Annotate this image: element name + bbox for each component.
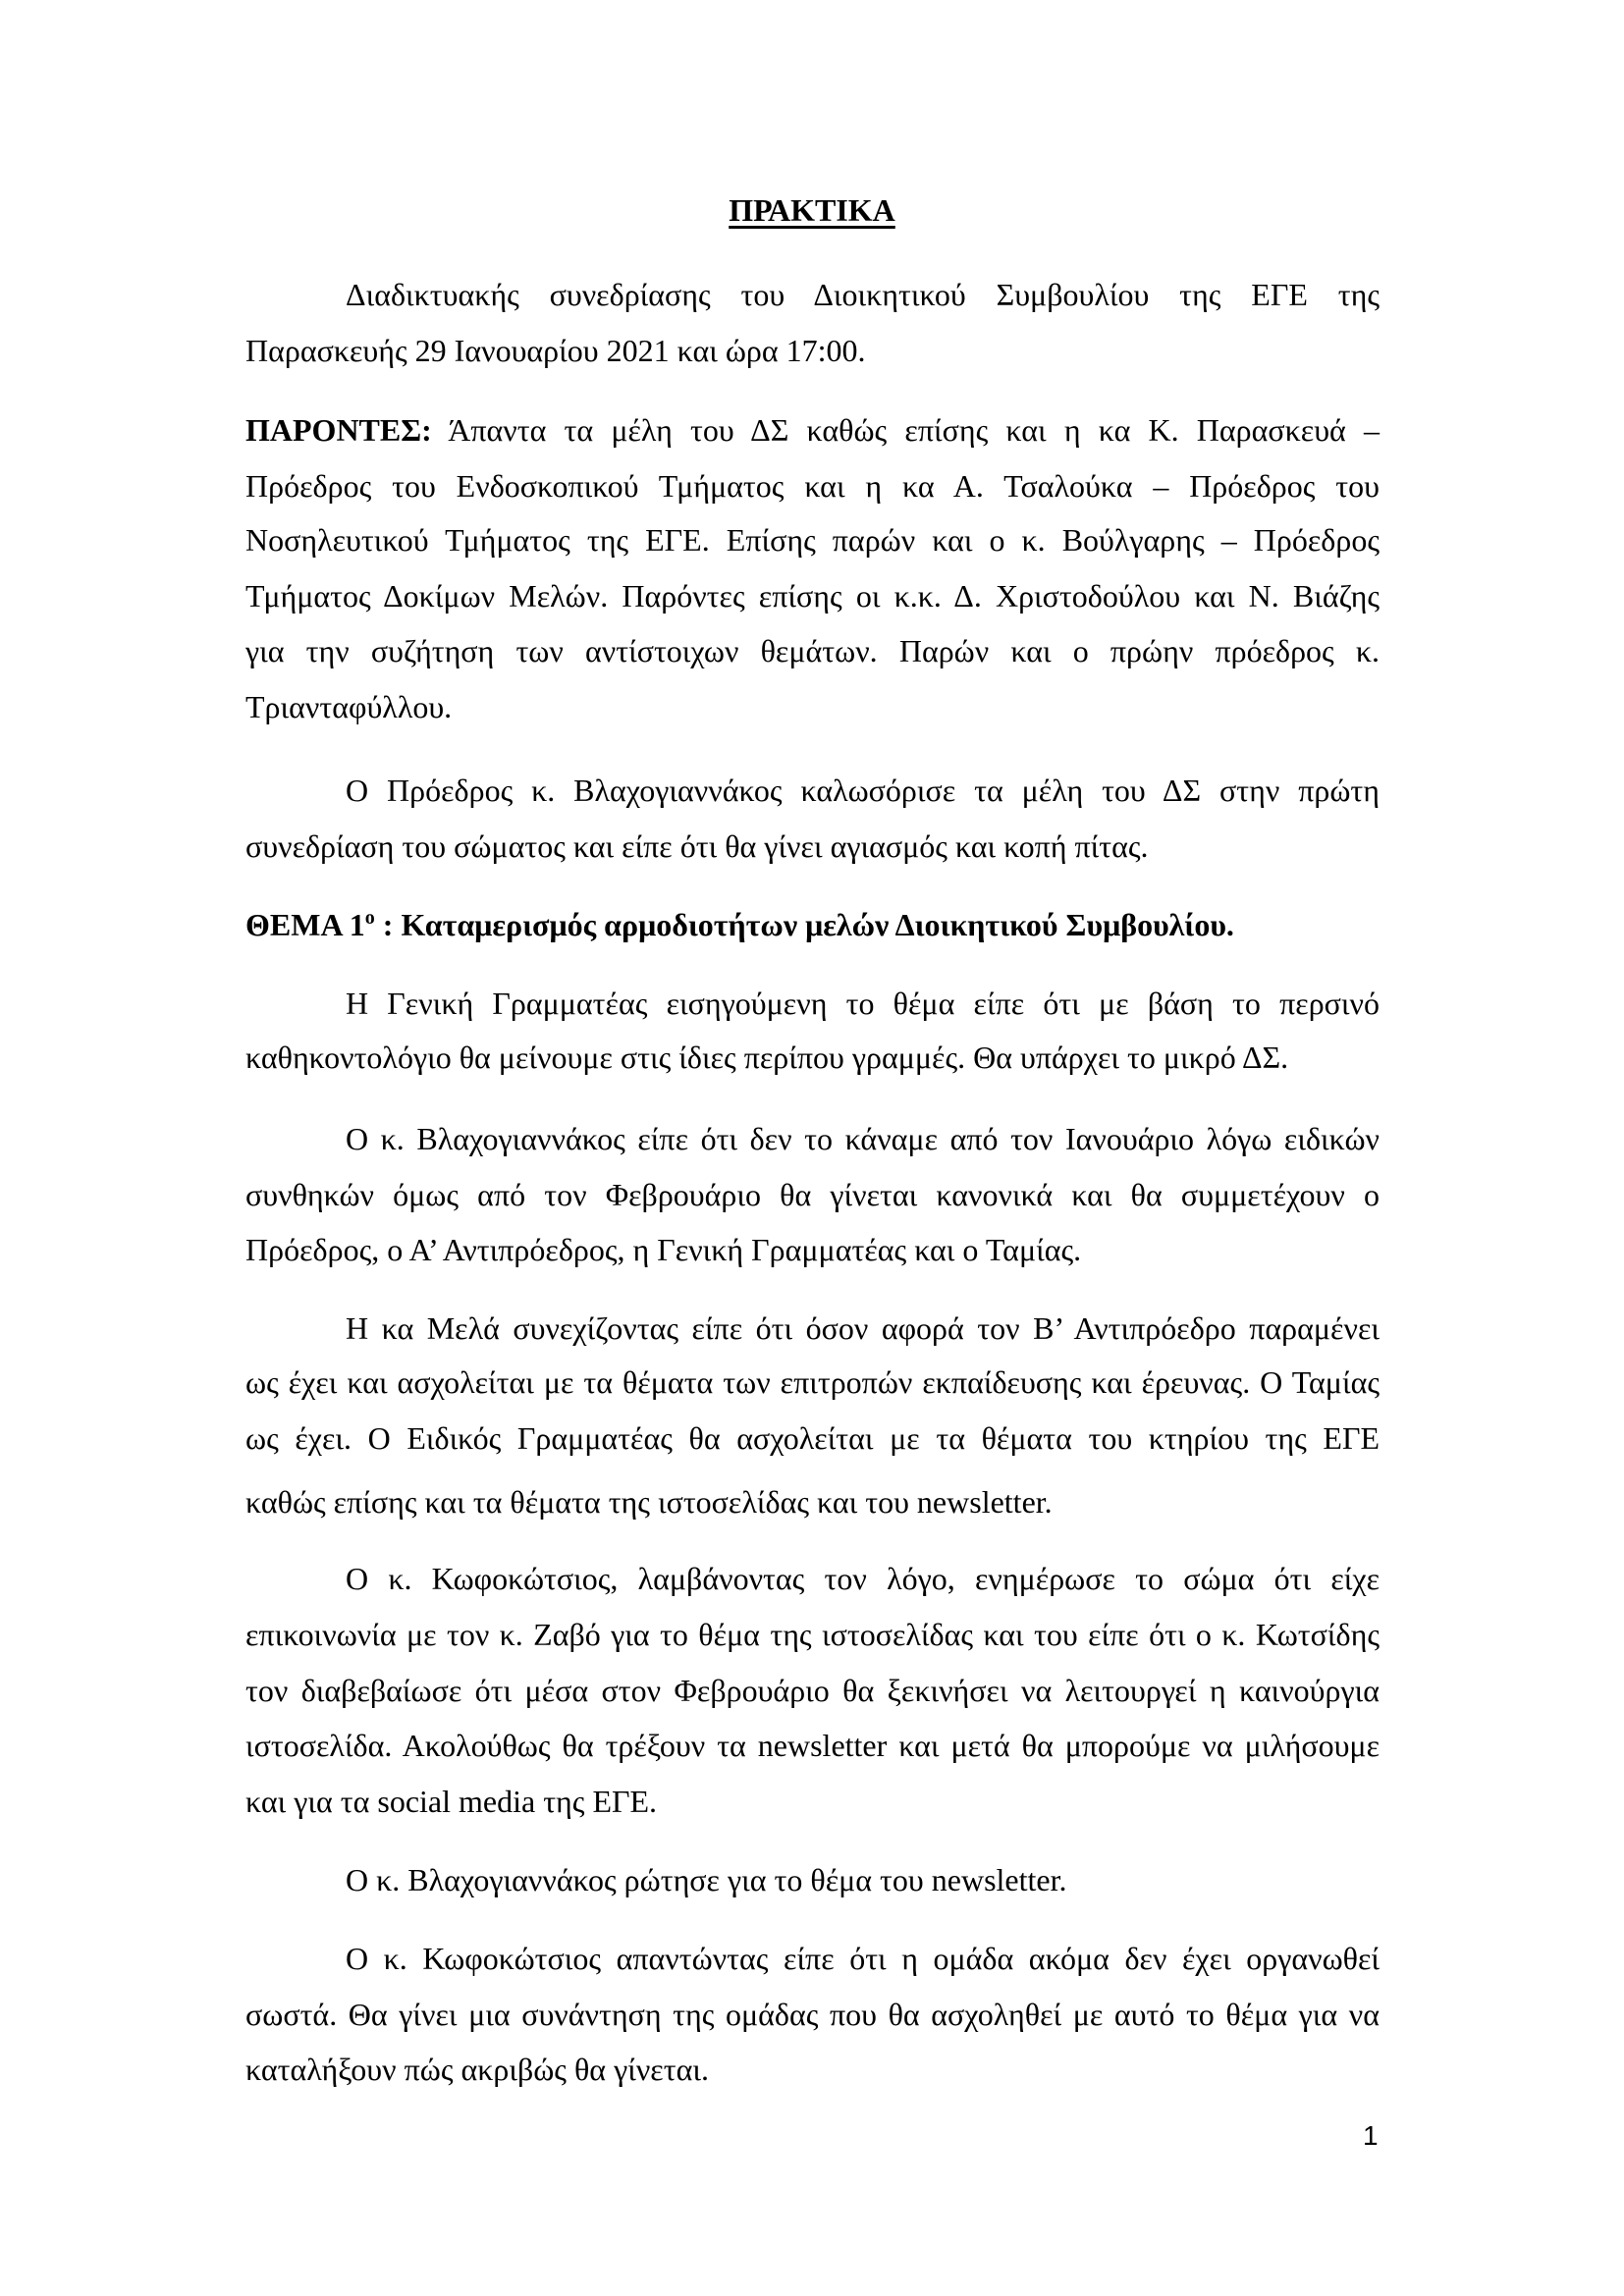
page-number: 1 bbox=[1363, 2120, 1379, 2151]
topic-1-prefix: ΘΕΜΑ 1 bbox=[245, 907, 365, 942]
kofokotsios-2-line-1: Ο κ. Κωφοκώτσιος απαντώντας είπε ότι η ομάδα ακόμα δεν έχει οργανωθεί bbox=[346, 1941, 1380, 1976]
attendees-line-4: Τμήματος Δοκίμων Μελών. Παρόντες επίσης οι κ.κ. Δ. Χριστοδούλου και Ν. Βιάζης bbox=[245, 578, 1380, 614]
welcome-line-1: Ο Πρόεδρος κ. Βλαχογιαννάκος καλωσόρισε τα μέλη του ΔΣ στην πρώτη bbox=[346, 773, 1380, 808]
general-secretary-line-1: Η Γενική Γραμματέας εισηγούμενη το θέμα είπε ότι με βάση το περσινό bbox=[346, 986, 1380, 1021]
page-title bbox=[0, 192, 1624, 229]
title-text: ΠΡΑΚΤΙΚΑ bbox=[729, 192, 895, 228]
attendees-line-1 bbox=[245, 410, 1380, 450]
mela-line-2: ως έχει και ασχολείται με τα θέματα των επιτροπών εκπαίδευσης και έρευνας. Ο Ταμίας bbox=[245, 1364, 1380, 1400]
topic-1-heading bbox=[245, 905, 1380, 944]
vlachogiannakos-2-line-1: Ο κ. Βλαχογιαννάκος ρώτησε για το θέμα του newsletter. bbox=[346, 1862, 1067, 1897]
kofokotsios-1-line-1: Ο κ. Κωφοκώτσιος, λαμβάνοντας τον λόγο, ενημέρωσε το σώμα ότι είχε bbox=[346, 1561, 1380, 1596]
attendees-line-3: Νοσηλευτικού Τμήματος της ΕΓΕ. Επίσης παρών και ο κ. Βούλγαρης – Πρόεδρος bbox=[245, 522, 1380, 558]
attendees-label: ΠΑΡΟΝΤΕΣ: bbox=[245, 412, 432, 448]
mela-line-4: καθώς επίσης και τα θέματα της ιστοσελίδας και του newsletter. bbox=[245, 1484, 1053, 1520]
vlachogiannakos-1-line-1: Ο κ. Βλαχογιαννάκος είπε ότι δεν το κάναμε από τον Ιανουάριο λόγω ειδικών bbox=[346, 1121, 1380, 1156]
kofokotsios-1-line-2: επικοινωνία με τον κ. Ζαβό για το θέμα της ιστοσελίδας και του είπε ότι ο κ. Κωτσίδης bbox=[245, 1617, 1380, 1652]
general-secretary-line-2: καθηκοντολόγιο θα μείνουμε στις ίδιες περίπου γραμμές. Θα υπάρχει το μικρό ΔΣ. bbox=[245, 1040, 1289, 1075]
kofokotsios-1-line-4: ιστοσελίδα. Ακολούθως θα τρέξουν τα newsletter και μετά θα μπορούμε να μιλήσουμε bbox=[245, 1728, 1380, 1763]
vlachogiannakos-1-line-2: συνθηκών όμως από τον Φεβρουάριο θα γίνεται κανονικά και θα συμμετέχουν ο bbox=[245, 1177, 1380, 1212]
topic-1-superscript: ο bbox=[364, 907, 375, 929]
kofokotsios-2-line-2: σωστά. Θα γίνει μια συνάντηση της ομάδας που θα ασχοληθεί με αυτό το θέμα για να bbox=[245, 1997, 1380, 2032]
attendees-line-5: για την συζήτηση των αντίστοιχων θεμάτων. Παρών και ο πρώην πρόεδρος κ. bbox=[245, 633, 1380, 668]
mela-line-1: Η κα Μελά συνεχίζοντας είπε ότι όσον αφορά τον Β’ Αντιπρόεδρο παραμένει bbox=[346, 1310, 1380, 1346]
kofokotsios-1-line-5: και για τα social media της ΕΓΕ. bbox=[245, 1784, 658, 1819]
attendees-line-2: Πρόεδρος του Ενδοσκοπικού Τμήματος και η κα Α. Τσαλούκα – Πρόεδρος του bbox=[245, 468, 1380, 504]
vlachogiannakos-1-line-3: Πρόεδρος, ο Α’ Αντιπρόεδρος, η Γενική Γραμματέας και ο Ταμίας. bbox=[245, 1232, 1082, 1267]
kofokotsios-1-line-3: τον διαβεβαίωσε ότι μέσα στον Φεβρουάριο θα ξεκινήσει να λειτουργεί η καινούργια bbox=[245, 1673, 1380, 1708]
kofokotsios-2-line-3: καταλήξουν πώς ακριβώς θα γίνεται. bbox=[245, 2052, 709, 2087]
intro-line-2: Παρασκευής 29 Ιανουαρίου 2021 και ώρα 17:00. bbox=[245, 333, 866, 368]
attendees-line-6: Τριανταφύλλου. bbox=[245, 689, 453, 724]
intro-line-1: Διαδικτυακής συνεδρίασης του Διοικητικού Συμβουλίου της ΕΓΕ της bbox=[346, 277, 1380, 312]
attendees-text: Άπαντα τα μέλη του ΔΣ καθώς επίσης και η κα Κ. Παρασκευά – bbox=[431, 412, 1380, 448]
mela-line-3: ως έχει. Ο Ειδικός Γραμματέας θα ασχολείται με τα θέματα του κτηρίου της ΕΓΕ bbox=[245, 1420, 1380, 1456]
topic-1-title: : Καταμερισμός αρμοδιοτήτων μελών Διοικητικού Συμβουλίου. bbox=[374, 907, 1234, 942]
welcome-line-2: συνεδρίαση του σώματος και είπε ότι θα γίνει αγιασμός και κοπή πίτας. bbox=[245, 828, 1149, 864]
